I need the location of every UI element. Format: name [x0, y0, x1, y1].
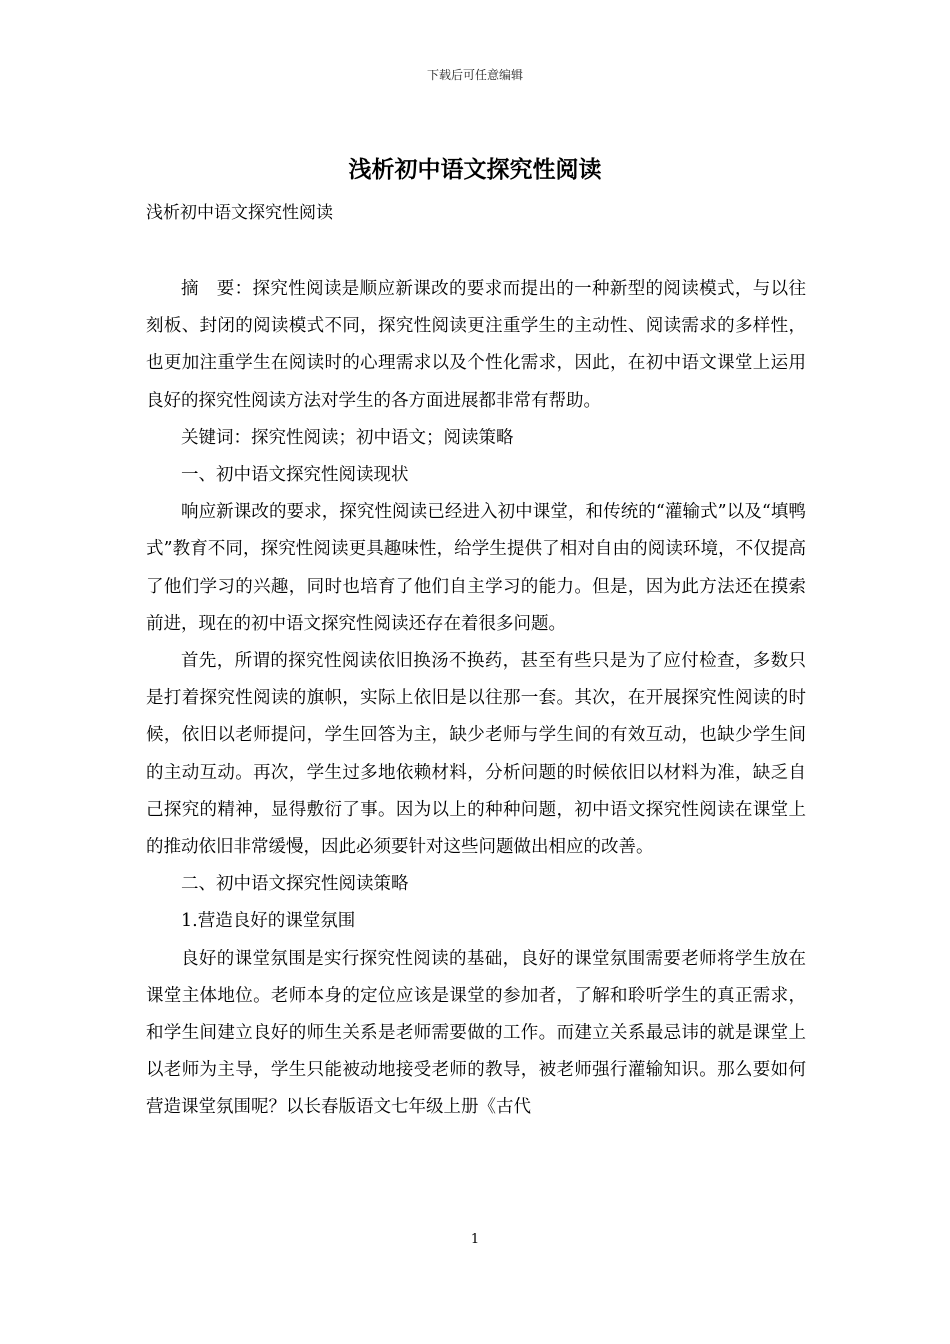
- section-heading-2: 二、初中语文探究性阅读策略: [181, 874, 409, 895]
- document-title: 浅析初中语文探究性阅读: [348, 156, 602, 183]
- body-paragraph: 首先，所谓的探究性阅读依旧换汤不换药，甚至有些只是为了应付检查，多数只是打着探究性阅读的旗帜，实际上依旧是以往那一套。其次，在开展探究性阅读的时候，依旧以老师提问，学生回答为主，缺少老师与学生间的有效互动，也缺少学生间的主动互动。再次，学生过多地依赖材料，分析问题的时候依旧以材料为准，缺乏自己探究的精神，显得敷衍了事。因为以上的种种问题，初中语文探究性阅读在课堂上的推动依旧非常缓慢，因此必须要针对这些问题做出相应的改善。: [146, 651, 806, 858]
- page-number: 1: [470, 1232, 480, 1247]
- document-subtitle: 浅析初中语文探究性阅读: [146, 203, 333, 223]
- header-note: 下载后可任意编辑: [426, 68, 523, 82]
- abstract-paragraph: 摘 要：探究性阅读是顺应新课改的要求而提出的一种新型的阅读模式，与以往刻板、封闭的阅读模式不同，探究性阅读更注重学生的主动性、阅读需求的多样性，也更加注重学生在阅读时的心理需求以及个性化需求，因此，在初中语文课堂上运用良好的探究性阅读方法对学生的各方面进展都非常有帮助。: [146, 279, 806, 411]
- subsection-heading-1: 1.营造良好的课堂氛围: [181, 911, 356, 932]
- body-paragraph: 良好的课堂氛围是实行探究性阅读的基础，良好的课堂氛围需要老师将学生放在课堂主体地位。老师本身的定位应该是课堂的参加者，了解和聆听学生的真正需求，和学生间建立良好的师生关系是老师需要做的工作。而建立关系最忌讳的就是课堂上以老师为主导，学生只能被动地接受老师的教导，被老师强行灌输知识。那么要如何营造课堂氛围呢？以长春版语文七年级上册《古代: [146, 948, 806, 1118]
- body-paragraph: 响应新课改的要求，探究性阅读已经进入初中课堂，和传统的“灌输式”以及“填鸭式”教育不同，探究性阅读更具趣味性，给学生提供了相对自由的阅读环境，不仅提高了他们学习的兴趣，同时也培育了他们自主学习的能力。但是，因为此方法还在摸索前进，现在的初中语文探究性阅读还存在着很多问题。: [146, 502, 806, 634]
- document-body: [146, 271, 806, 1127]
- section-heading-1: 一、初中语文探究性阅读现状: [181, 465, 409, 486]
- keywords-paragraph: 关键词：探究性阅读；初中语文；阅读策略: [181, 427, 514, 448]
